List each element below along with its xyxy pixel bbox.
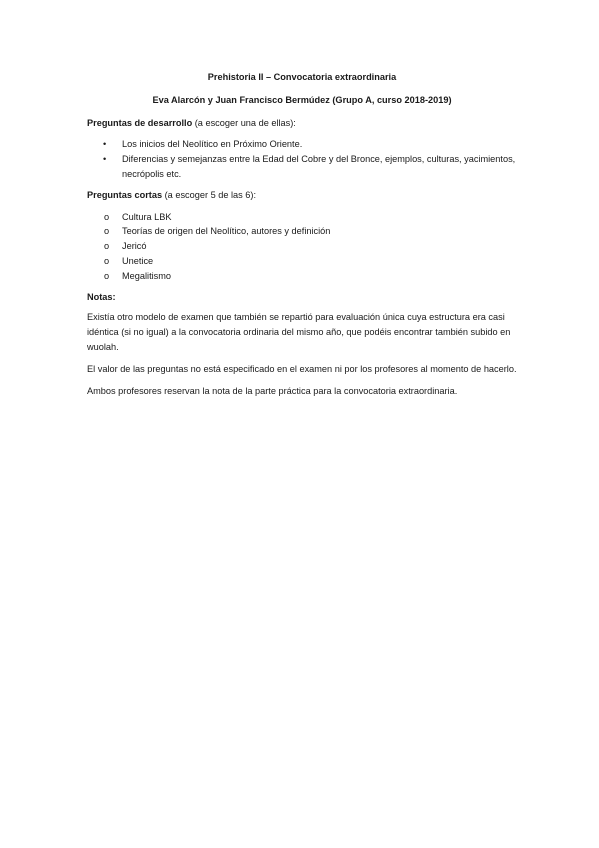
circle-bullet-icon: o <box>104 211 110 222</box>
bullet-icon: • <box>103 139 107 150</box>
list-item-text: Teorías de origen del Neolítico, autores y definición <box>122 226 331 237</box>
long-questions-list <box>87 137 517 181</box>
list-item <box>87 224 517 239</box>
short-questions-list <box>87 210 517 284</box>
list-item-text: Cultura LBK <box>122 211 172 222</box>
list-item <box>87 210 517 225</box>
short-questions-heading-rest: (a escoger 5 de las 6): <box>162 189 257 200</box>
list-item <box>87 152 517 182</box>
circle-bullet-icon: o <box>104 241 110 252</box>
long-questions-heading-rest: (a escoger una de ellas): <box>192 117 296 128</box>
long-questions-heading-bold: Preguntas de desarrollo <box>87 117 193 128</box>
circle-bullet-icon: o <box>104 226 110 237</box>
document-subtitle: Eva Alarcón y Juan Francisco Bermúdez (Grupo A, curso 2018-2019) <box>152 94 452 105</box>
list-item-text: Los inicios del Neolítico en Próximo Oriente. <box>122 139 303 150</box>
notes-paragraph: Existía otro modelo de examen que también se repartió para evaluación única cuya estructura era casi idéntica (si no igual) a la convocatoria ordinaria del mismo año, que podéis encontrar también subido en wuolah. <box>87 312 511 352</box>
notes-paragraph: Ambos profesores reservan la nota de la parte práctica para la convocatoria extraordinaria. <box>87 385 458 396</box>
list-item <box>87 239 517 254</box>
notes-paragraph: El valor de las preguntas no está especificado en el examen ni por los profesores al momento de hacerlo. <box>87 363 517 374</box>
short-questions-heading-bold: Preguntas cortas <box>87 189 163 200</box>
list-item-text: Diferencias y semejanzas entre la Edad del Cobre y del Bronce, ejemplos, culturas, yacimientos, necrópolis etc. <box>122 154 516 179</box>
bullet-icon: • <box>103 154 107 165</box>
list-item <box>87 137 517 152</box>
short-questions-heading <box>87 188 517 203</box>
list-item <box>87 254 517 269</box>
document-title: Prehistoria II – Convocatoria extraordinaria <box>207 72 397 82</box>
list-item-text: Megalitismo <box>122 270 172 281</box>
list-item-text: Jericó <box>122 241 147 252</box>
circle-bullet-icon: o <box>104 270 110 281</box>
long-questions-heading <box>87 116 517 131</box>
list-item-text: Unetice <box>122 255 154 266</box>
document-content <box>87 70 517 405</box>
notes-heading: Notas: <box>87 291 116 302</box>
circle-bullet-icon: o <box>104 255 110 266</box>
list-item <box>87 269 517 284</box>
